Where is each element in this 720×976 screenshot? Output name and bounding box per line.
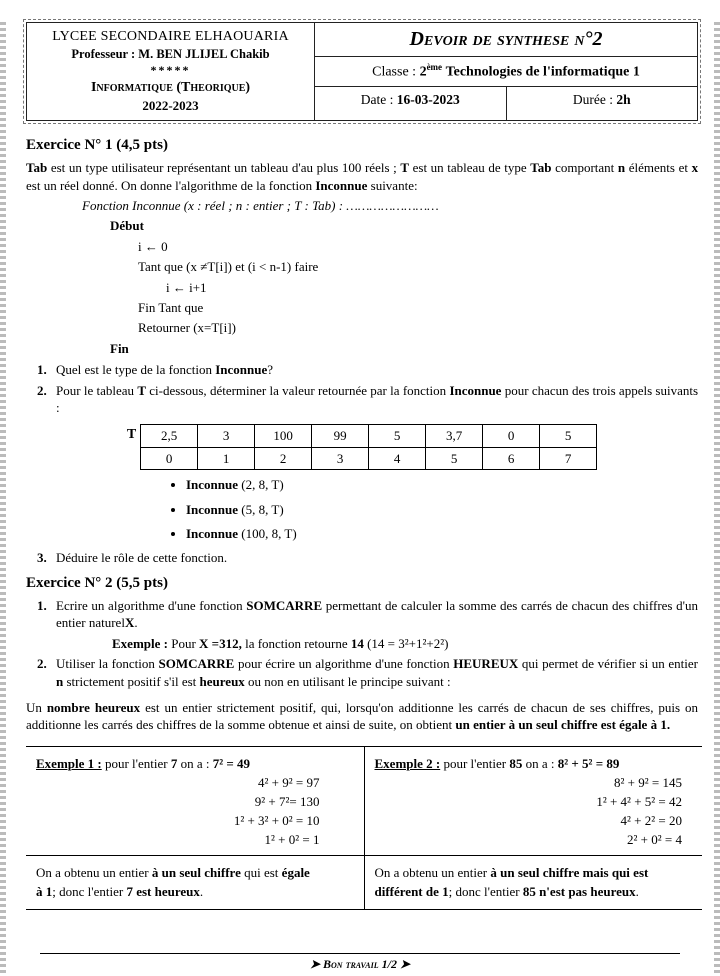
call-args: (100, 8, T)	[241, 526, 297, 541]
example2-calc-line: 8² + 9² = 145	[614, 774, 682, 790]
example-text-2: la fonction retourne	[245, 635, 348, 651]
exercise1-intro-part6: comportant	[555, 160, 615, 176]
ex2-q2-text-i: ou non en utilisant le principe suivant :	[248, 673, 451, 689]
fn-inconnue-token: Inconnue	[315, 177, 368, 193]
e2-c2: à un seul chiffre mais qui est	[490, 864, 649, 880]
example2-conclusion	[365, 856, 703, 909]
exercise1-intro-part4: est un tableau de type	[412, 160, 527, 176]
algo-line-increment: i ← i+1	[166, 279, 207, 295]
array-cell: 5	[369, 425, 426, 447]
example2-intro	[375, 756, 693, 772]
exercise1-intro-part2: est un type utilisateur représentant un tableau d'au plus 100 réels ;	[50, 160, 397, 176]
school-year: 2022-2023	[142, 98, 199, 113]
array-label: T	[126, 427, 137, 443]
array-cell: 5	[540, 425, 597, 447]
array-index: 3	[312, 447, 369, 469]
exercise1-question-1	[50, 361, 698, 378]
example1-calc-line: 4² + 9² = 97	[258, 774, 320, 790]
document-page	[0, 22, 720, 976]
definition-conclusion: un entier à un seul chiffre est égale à 1.	[455, 717, 671, 733]
example1-calc-line: 1² + 3² + 0² = 10	[233, 812, 320, 828]
array-index: 5	[426, 447, 483, 469]
q2-text-c: ci-dessous, déterminer la valeur retournée par la fonction	[149, 382, 447, 398]
q2-var-token: T	[137, 382, 146, 398]
date-label: Date :	[360, 91, 394, 107]
e1-c6: ; donc l'entier	[52, 883, 124, 899]
var-x-token: x	[691, 160, 699, 176]
example2-first-calc: 8² + 5² = 89	[557, 755, 620, 771]
class-row	[315, 57, 697, 87]
example2-number: 85	[509, 755, 523, 771]
list-item	[186, 525, 698, 542]
list-item	[186, 476, 698, 493]
ex2-q1-text-a: Ecrire un algorithme d'une fonction	[56, 597, 243, 613]
exercise2-title: Exercice N° 2 (5,5 pts)	[26, 574, 168, 591]
example-formula: (14 = 3²+1²+2²)	[367, 635, 449, 651]
call-fn-name: Inconnue	[186, 526, 239, 541]
type-tab-token-2: Tab	[530, 160, 552, 176]
example-x-value: X =312,	[199, 635, 242, 651]
q2-text-e: pour chacun des trois appels suivants :	[56, 382, 699, 415]
example2-intro-3: on a :	[525, 755, 555, 771]
fn-somcarre-token: SOMCARRE	[246, 597, 323, 613]
class-value-number: 2	[419, 64, 427, 80]
e1-c7: 7 est heureux	[126, 883, 200, 899]
example1-number: 7	[170, 755, 178, 771]
examples-box	[26, 746, 702, 910]
example2-column	[365, 747, 703, 855]
type-tab-token: Tab	[26, 160, 48, 176]
var-n-token: n	[617, 160, 626, 176]
array-indices-row	[141, 447, 597, 469]
q1-text-c: ?	[267, 362, 274, 378]
definition-part-1: Un	[26, 699, 42, 715]
exercise1-intro-part10: est un réel donné. On donne l'algorithme de la fonction	[26, 177, 313, 193]
example2-calc-line: 1² + 4² + 5² = 42	[596, 793, 682, 809]
algo-line-while: Tant que (x ≠T[i]) et (i < n-1) faire	[138, 259, 319, 275]
e2-c1: On a obtenu un entier	[374, 864, 488, 880]
example-result: 14	[350, 635, 364, 651]
example1-first-calc: 7² = 49	[212, 755, 251, 771]
var-T-token: T	[400, 160, 410, 176]
array-table-wrapper	[26, 424, 698, 470]
duration-cell	[507, 87, 698, 120]
fn-heureux-token: HEUREUX	[453, 656, 519, 672]
ex2-q2-text-g: strictement positif s'il est	[66, 673, 197, 689]
exercise2-questions	[26, 597, 698, 690]
exercise1-intro	[26, 159, 698, 194]
date-value: 16-03-2023	[396, 91, 460, 107]
definition-part-3: est un entier strictement positif, qui, lorsqu'on additionne les carrés de chacun de ses chiffres, puis on additionne les carrés des chiffres de la somme obtenue et ainsi de suite, on obtient	[26, 699, 698, 733]
example1-conclusion-line2	[36, 884, 354, 900]
list-item	[186, 501, 698, 518]
header-exam-block	[315, 23, 697, 120]
algo-debut: Début	[110, 218, 144, 234]
exam-title-row	[315, 23, 697, 57]
array-index: 0	[141, 447, 198, 469]
example1-intro-3: on a :	[180, 755, 210, 771]
array-cell: 2,5	[141, 425, 198, 447]
algo-line-return: Retourner (x=T[i])	[138, 320, 236, 336]
exercise2-question-1	[50, 597, 698, 652]
exercise1-question-2	[50, 382, 698, 417]
example2-conclusion-line2	[375, 884, 693, 900]
exercise2-question-2	[50, 655, 698, 690]
example1-head: Exemple 1 :	[36, 755, 102, 771]
array-values-row	[141, 425, 597, 447]
exercise1-intro-part12: suivante:	[370, 177, 418, 193]
q1-fn-token: Inconnue	[215, 362, 268, 378]
array-index: 2	[255, 447, 312, 469]
page-edge-right	[714, 22, 720, 976]
separator-stars: *****	[150, 63, 191, 77]
example2-calc-line: 2² + 0² = 4	[627, 831, 682, 847]
duration-label: Durée :	[572, 91, 613, 107]
professor-name: Professeur : M. BEN JLIJEL Chakib	[71, 47, 270, 61]
exam-header	[26, 22, 698, 121]
algo-line-init: i ← 0	[138, 238, 168, 254]
q2-text-a: Pour le tableau	[56, 382, 135, 398]
exam-body	[26, 135, 698, 734]
ex2-q2-text-a: Utiliser la fonction	[56, 656, 155, 672]
definition-term: nombre heureux	[46, 699, 141, 715]
array-index: 6	[483, 447, 540, 469]
array-index: 7	[540, 447, 597, 469]
examples-conclusions	[26, 855, 702, 909]
example2-calc-line: 4² + 2² = 20	[620, 812, 682, 828]
example1-conclusion-line1	[36, 865, 354, 881]
class-value-rest: Technologies de l'informatique 1	[445, 64, 640, 80]
exercise1-calls	[26, 476, 698, 542]
q1-text-a: Quel est le type de la fonction	[56, 362, 212, 378]
e2-c3: différent de 1	[374, 883, 449, 899]
algo-fin: Fin	[110, 340, 129, 356]
ex2-q2-text-c: pour écrire un algorithme d'une fonction	[237, 656, 450, 672]
array-cell: 3,7	[426, 425, 483, 447]
duration-value: 2h	[616, 91, 631, 107]
example1-intro-1: pour l'entier	[104, 755, 168, 771]
q2-fn-token: Inconnue	[449, 382, 502, 398]
array-cell: 3	[198, 425, 255, 447]
example-label: Exemple :	[112, 635, 168, 651]
e2-c5: 85 n'est pas heureux	[522, 883, 636, 899]
happy-number-definition	[26, 699, 698, 734]
date-duration-row	[315, 87, 697, 120]
exercise1-intro-part8: éléments et	[628, 160, 688, 176]
array-index: 1	[198, 447, 255, 469]
school-name: LYCEE SECONDAIRE ELHAOUARIA	[52, 29, 289, 44]
example1-column	[26, 747, 365, 855]
example2-head: Exemple 2 :	[374, 755, 441, 771]
ex2-q1-text-c: permettant de calculer la somme des carrés de chacun des chiffres d'un entier naturel	[56, 597, 698, 631]
class-value-ordinal: ème	[426, 62, 443, 72]
exercise1-question-3: 3. Déduire le rôle de cette fonction.	[50, 549, 698, 566]
page-footer: ➤ Bon travail 1/2 ➤	[309, 957, 411, 971]
array-table	[140, 424, 597, 470]
example2-conclusion-line1	[375, 865, 693, 881]
heureux-token: heureux	[199, 673, 245, 689]
array-cell: 99	[312, 425, 369, 447]
e2-c6: .	[635, 883, 639, 899]
fn-somcarre-token-2: SOMCARRE	[158, 656, 235, 672]
exercise1-questions	[26, 361, 698, 416]
e1-c1: On a obtenu un entier	[36, 864, 149, 880]
algo-signature: Fonction Inconnue (x : réel ; n : entier ; T : Tab) : ……………………	[82, 197, 439, 213]
exam-title: Devoir de synthese n°2	[409, 28, 603, 50]
e1-c5: à 1	[36, 883, 53, 899]
var-X-token: X	[124, 615, 135, 631]
examples-calculations	[26, 747, 702, 855]
exercise1-question-3-list	[26, 549, 698, 566]
var-n-token-2: n	[56, 673, 64, 689]
example1-intro	[36, 756, 354, 772]
ex2-q2-text-e: qui permet de vérifier si un entier	[521, 656, 699, 672]
example1-conclusion	[26, 856, 365, 909]
ex2-q1-text-e: .	[134, 615, 138, 631]
call-fn-name: Inconnue	[186, 501, 239, 517]
header-school-block	[27, 23, 315, 120]
e1-c2: à un seul chiffre	[151, 864, 241, 880]
array-cell: 100	[255, 425, 312, 447]
array-cell: 0	[483, 425, 540, 447]
exercise1-title: Exercice N° 1 (4,5 pts)	[26, 137, 168, 153]
page-edge-left	[0, 22, 6, 976]
e1-c8: .	[199, 883, 204, 899]
array-index: 4	[369, 447, 426, 469]
date-cell	[315, 87, 507, 120]
example2-intro-1: pour l'entier	[443, 755, 507, 771]
call-args: (5, 8, T)	[241, 501, 284, 517]
example1-calc-line: 9² + 7²= 130	[254, 793, 320, 809]
e1-c4: égale	[281, 864, 310, 880]
call-fn-name: Inconnue	[186, 477, 239, 493]
example1-calc-line: 1² + 0² = 1	[264, 831, 320, 847]
exercise2-example-line	[112, 635, 698, 652]
subject-name: Informatique (Theorique)	[90, 80, 251, 95]
algo-line-endwhile: Fin Tant que	[138, 299, 204, 315]
e1-c3: qui est	[244, 864, 279, 880]
call-args: (2, 8, T)	[241, 477, 284, 493]
class-label: Classe :	[372, 64, 417, 80]
example-text-1: Pour	[171, 635, 196, 651]
e2-c4: ; donc l'entier	[448, 883, 520, 899]
